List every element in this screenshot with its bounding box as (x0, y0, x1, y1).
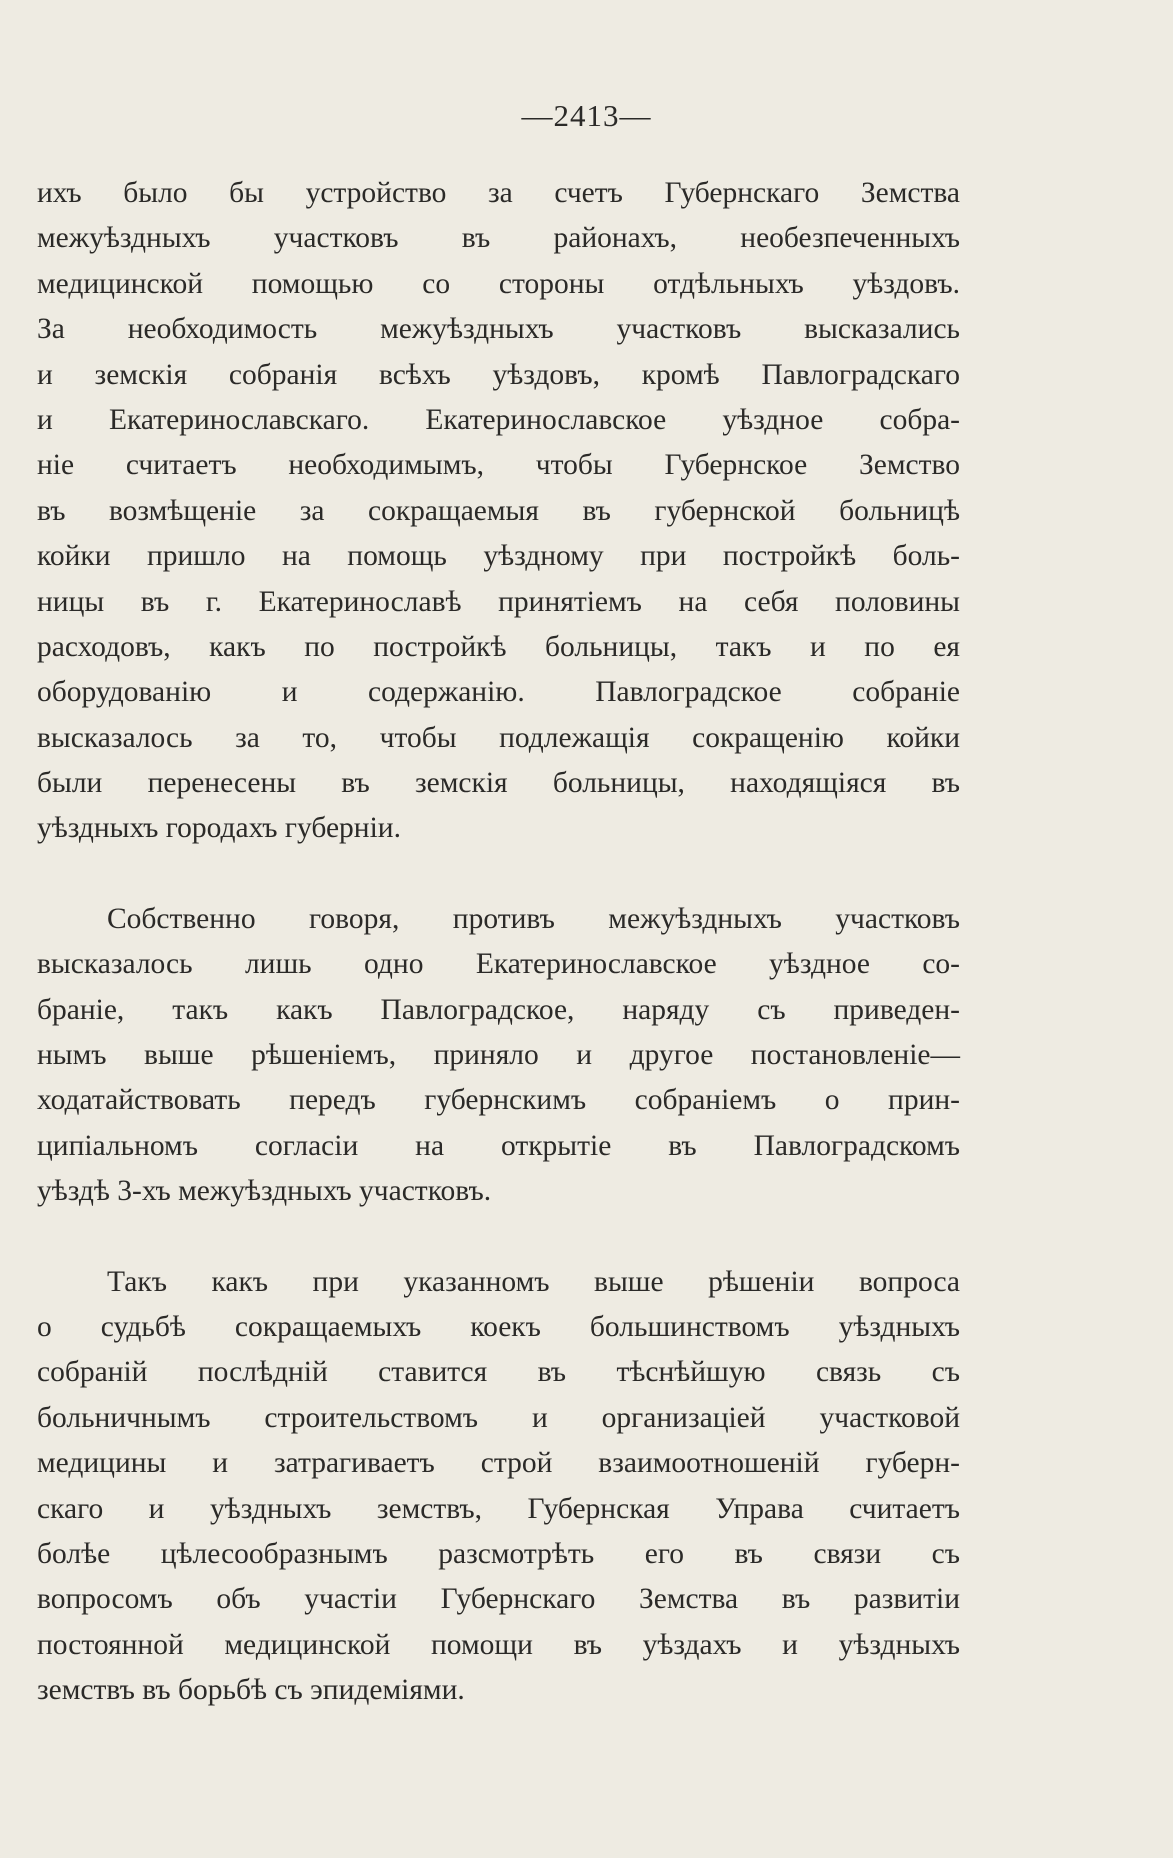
text-line: оборудованію и содержанію. Павлоградское собраніе (37, 676, 960, 709)
text-line: болѣе цѣлесообразнымъ разсмотрѣть его въ связи съ (37, 1537, 960, 1570)
text-line: За необходимость межуѣздныхъ участковъ высказались (37, 313, 960, 346)
text-line: медицинской помощью со стороны отдѣльныхъ уѣздовъ. (37, 267, 960, 300)
text-line: собраній послѣдній ставится въ тѣснѣйшую связь съ (37, 1356, 960, 1389)
text-line: уѣздныхъ городахъ губерніи. (37, 812, 401, 845)
text-line: больничнымъ строительствомъ и организаціей участковой (37, 1401, 960, 1434)
text-line: уѣздѣ 3-хъ межуѣздныхъ участковъ. (37, 1175, 492, 1208)
text-line: постоянной медицинской помощи въ уѣздахъ и уѣздныхъ (37, 1628, 960, 1661)
text-line: Такъ какъ при указанномъ выше рѣшеніи вопроса (107, 1265, 960, 1298)
text-line: вопросомъ объ участіи Губернскаго Земства въ развитіи (37, 1583, 960, 1616)
paragraph (37, 897, 960, 1215)
text-line: расходовъ, какъ по постройкѣ больницы, такъ и по ея (37, 630, 960, 663)
text-line: нымъ выше рѣшеніемъ, приняло и другое постановленіе— (37, 1039, 960, 1072)
text-line: и земскія собранія всѣхъ уѣздовъ, кромѣ Павлоградскаго (37, 358, 960, 391)
text-line: высказалось лишь одно Екатеринославское уѣздное со- (37, 948, 960, 981)
text-line: ходатайствовать передъ губернскимъ собраніемъ о прин- (37, 1084, 960, 1117)
body-text (37, 171, 960, 1714)
text-line: были перенесены въ земскія больницы, находящіяся въ (37, 767, 960, 800)
paragraph-gap (37, 852, 960, 897)
text-line: скаго и уѣздныхъ земствъ, Губернская Управа считаетъ (37, 1492, 960, 1525)
page-number: —2413— (521, 98, 652, 133)
text-line: Собственно говоря, противъ межуѣздныхъ участковъ (107, 902, 960, 935)
text-line: о судьбѣ сокращаемыхъ коекъ большинствомъ уѣздныхъ (37, 1310, 960, 1343)
paragraph (37, 171, 960, 852)
text-line: ципіальномъ согласіи на открытіе въ Павлоградскомъ (37, 1129, 960, 1162)
text-line: высказалось за то, чтобы подлежащія сокращенію койки (37, 721, 960, 754)
text-line: межуѣздныхъ участковъ въ районахъ, необезпеченныхъ (37, 222, 960, 255)
text-line: земствъ въ борьбѣ съ эпидеміями. (37, 1674, 465, 1707)
text-line: ихъ было бы устройство за счетъ Губернскаго Земства (37, 177, 960, 209)
text-line: ніе считаетъ необходимымъ, чтобы Губернское Земство (37, 449, 960, 482)
text-line: медицины и затрагиваетъ строй взаимоотношеній губерн- (37, 1447, 960, 1480)
paragraph-gap (37, 1215, 960, 1260)
text-line: ницы въ г. Екатеринославѣ принятіемъ на себя половины (37, 585, 960, 618)
text-line: и Екатеринославскаго. Екатеринославское уѣздное собра- (37, 403, 960, 436)
text-line: койки пришло на помощь уѣздному при постройкѣ боль- (37, 540, 960, 573)
text-line: въ возмѣщеніе за сокращаемыя въ губернской больницѣ (37, 494, 960, 527)
text-line: браніе, такъ какъ Павлоградское, наряду съ приведен- (37, 993, 960, 1026)
paragraph (37, 1260, 960, 1714)
